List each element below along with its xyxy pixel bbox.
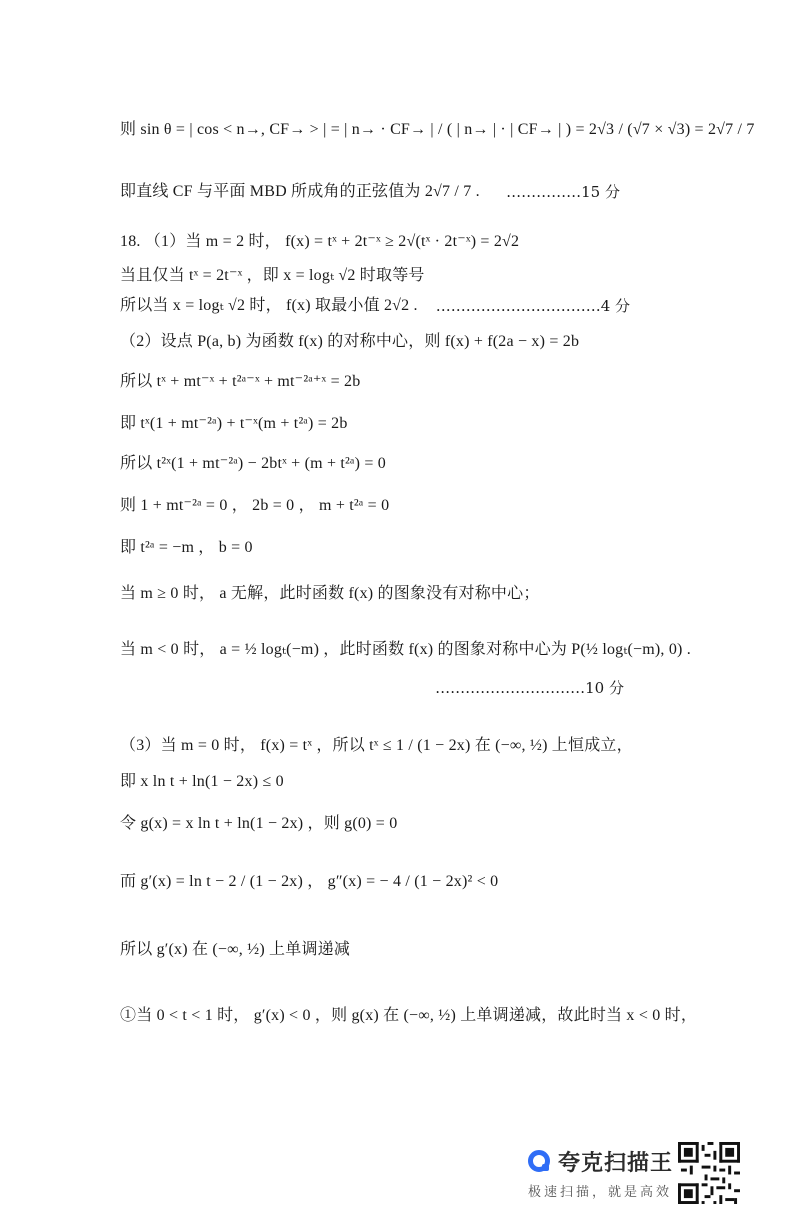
- line-cf-angle-conclusion: 即直线 CF 与平面 MBD 所成角的正弦值为 2√7 / 7 .: [120, 183, 480, 200]
- line-q18-part1-start: 18. （1）当 m = 2 时， f(x) = tˣ + 2t⁻ˣ ≥ 2√(tˣ · 2t⁻ˣ) = 2√2: [120, 233, 520, 250]
- brand-slogan: 极速扫描，就是高效: [528, 1185, 673, 1200]
- line-sine-theta: 则 sin θ = | cos < n→, CF→ > | = | n→ · CF→ | / ( | n→ | · | CF→ | ) = 2√3 / (√7 × √3) = 2√7 / 7: [120, 121, 755, 138]
- line-part3-inequality: 即 x ln t + ln(1 − 2x) ≤ 0: [120, 773, 284, 790]
- score-10: …………………………10 分: [435, 679, 624, 697]
- line-part2-case-m-negative: 当 m < 0 时， a = ½ logₜ(−m) ，此时函数 f(x) 的图象对称中心为 P(½ logₜ(−m), 0) .: [120, 641, 691, 658]
- brand-name: 夸克扫描王: [558, 1151, 674, 1176]
- line-part2-conditions: 则 1 + mt⁻²ᵃ = 0 ， 2b = 0 ， m + t²ᵃ = 0: [120, 497, 390, 514]
- line-part3-monotonic: 所以 g′(x) 在 (−∞, ½) 上单调递减: [120, 941, 351, 958]
- line-part3-derivatives: 而 g′(x) = ln t − 2 / (1 − 2x) ， g″(x) = − 4 / (1 − 2x)² < 0: [120, 873, 499, 890]
- line-equality-condition: 当且仅当 tˣ = 2t⁻ˣ ，即 x = logₜ √2 时取等号: [120, 267, 425, 284]
- line-minimum-value: 所以当 x = logₜ √2 时， f(x) 取最小值 2√2 .: [120, 297, 418, 314]
- line-part2-factor: 即 tˣ(1 + mt⁻²ᵃ) + t⁻ˣ(m + t²ᵃ) = 2b: [120, 415, 348, 432]
- scanner-watermark: [520, 1136, 750, 1206]
- line-part3-case-1: ①当 0 < t < 1 时， g′(x) < 0 ，则 g(x) 在 (−∞, ½) 上单调递减，故此时当 x < 0 时，: [120, 1007, 698, 1024]
- line-part2-result: 即 t²ᵃ = −m ， b = 0: [120, 539, 253, 556]
- line-part3-start: （3）当 m = 0 时， f(x) = tˣ ，所以 tˣ ≤ 1 / (1 − 2x) 在 (−∞, ½) 上恒成立，: [120, 737, 633, 754]
- line-part2-symmetry-center: （2）设点 P(a, b) 为函数 f(x) 的对称中心，则 f(x) + f(2a − x) = 2b: [120, 333, 580, 350]
- quark-scanner-logo-icon: [528, 1150, 550, 1172]
- score-15: ……………15 分: [506, 183, 620, 201]
- line-part2-expand: 所以 tˣ + mt⁻ˣ + t²ᵃ⁻ˣ + mt⁻²ᵃ⁺ˣ = 2b: [120, 373, 361, 390]
- line-part2-quadratic: 所以 t²ˣ(1 + mt⁻²ᵃ) − 2btˣ + (m + t²ᵃ) = 0: [120, 455, 386, 472]
- qr-code-icon: [678, 1142, 740, 1204]
- line-part2-case-m-nonnegative: 当 m ≥ 0 时， a 无解，此时函数 f(x) 的图象没有对称中心；: [120, 585, 540, 602]
- score-4: ……………………………4 分: [435, 297, 630, 315]
- line-part3-define-g: 令 g(x) = x ln t + ln(1 − 2x) ，则 g(0) = 0: [120, 815, 398, 832]
